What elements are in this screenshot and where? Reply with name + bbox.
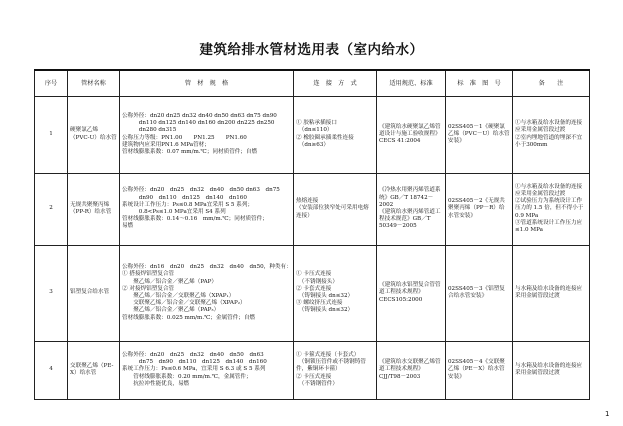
remark-cell — [513, 245, 590, 341]
standard-line: 《建筑给水硬聚氯乙烯管道设计与施工验收规程》 — [379, 123, 441, 137]
spec-line: dn280 dn315 — [122, 127, 177, 134]
connection-line: （不锈钢接头） — [296, 278, 338, 285]
remark-cell — [513, 96, 590, 173]
material-name-text: 交联聚乙烯（PE-X）给水管 — [70, 362, 114, 376]
material-name-text: 铝塑复合给水管 — [70, 289, 110, 296]
spec-cell — [120, 173, 294, 245]
standard-cell — [377, 341, 446, 399]
connection-line: ② 橡胶圈承插柔性连接 — [296, 134, 354, 141]
connection-line: （不锈钢管件） — [296, 380, 338, 387]
connection-cell — [294, 96, 377, 173]
spec-line: 抗拉冲性能优良，易燃 — [122, 380, 190, 387]
atlas-text: 02SS405－3《铝塑复合给水管安装》 — [448, 285, 505, 299]
remark-line: 与水箱及给水设备的连接应采用金属管段过渡 — [515, 285, 583, 299]
spec-line: dn90 dn110 dn125 dn140 dn160 — [122, 194, 247, 201]
spec-line: 公称外径：dn16 dn20 dn25 dn32 dn40 dn50，种类有： — [122, 264, 292, 271]
connection-line: （铸铜接头 dn≤32） — [296, 293, 354, 299]
row-index: 1 — [35, 96, 68, 173]
material-name-text: 无规共聚聚丙烯（PP-R）给水管 — [70, 201, 112, 215]
material-name-text: 硬聚氯乙烯（PVC-U）给水管 — [70, 127, 117, 141]
standard-cell — [377, 245, 446, 341]
standard-cell — [377, 96, 446, 173]
spec-line: 聚乙烯／铝合金／交联聚乙烯（XPAP₁） — [122, 293, 235, 299]
header-atlas: 标 准 图 号 — [446, 70, 513, 96]
connection-line: ① 胶粘承插接口 — [296, 120, 337, 127]
remark-line: ①与水箱及给水设备的连接应采用金属管段过渡 — [515, 120, 583, 134]
spec-line: 公称压力等级：PN1.00 PN1.25 PN1.60 — [122, 134, 247, 141]
material-name — [68, 245, 120, 341]
connection-cell — [294, 341, 377, 399]
material-name — [68, 96, 120, 173]
spec-line: 系统工作压力：Ps≤0.6 MPa，宜采用 S 6.3 或 S 5 系列 — [122, 366, 266, 373]
spec-line: 聚乙烯／铝合金／聚乙烯（PAP） — [122, 278, 217, 285]
spec-line: dn110 dn125 dn140 dn160 dn200 dn225 dn250 — [122, 120, 275, 127]
atlas-cell — [446, 245, 513, 341]
standard-cell — [377, 173, 446, 245]
connection-line: ② 卡套式连接 — [296, 285, 332, 292]
remark-line: ②室内埋地管道的埋深不宜小于300mm — [515, 134, 583, 148]
header-spec: 管 材 规 格 — [120, 70, 294, 96]
spec-line: 公称外径：dn20 dn25 dn32 dn40 dn50 dn63 — [122, 351, 264, 358]
spec-line: 管材线膨胀系数：0.025 mm/m.℃；金属管件；自燃 — [122, 314, 256, 321]
atlas-cell — [446, 96, 513, 173]
connection-line: （dn≥63） — [296, 141, 329, 148]
connection-line: （安装部位狭窄处可采用电熔连接） — [296, 205, 369, 219]
pipe-spec-table — [34, 69, 590, 400]
remark-line: ③管道系统设计工作压力应≤1.0 MPa — [515, 219, 583, 233]
row-index: 4 — [35, 341, 68, 399]
atlas-text: 02SS405－2《无规共聚聚丙烯（PP－R）给水管安装》 — [448, 198, 505, 219]
header-remark: 备 注 — [513, 70, 590, 96]
connection-line: （铸铜接头 dn≤32） — [296, 307, 354, 314]
page-number: 1 — [605, 410, 610, 418]
spec-line: 0.8<Ps≤1.0 MPa宜采用 S4 系列 — [122, 209, 226, 215]
row-index: 2 — [35, 173, 68, 245]
spec-line: 公称外径：dn20 dn25 dn32 dn40 dn50 dn63 dn75 — [122, 187, 280, 194]
table-row — [35, 245, 590, 341]
spec-line: 管材线膨胀系数：0.14～0.16 mm/m.℃；同材质管件； — [122, 216, 268, 223]
spec-cell — [120, 96, 294, 173]
table-header-row — [35, 70, 590, 96]
spec-cell — [120, 245, 294, 341]
spec-line: 管材线膨胀系数：0.20 mm/m.℃，金属管件； — [122, 373, 252, 380]
connection-line: （dn≤110） — [296, 127, 333, 134]
spec-line: 聚乙烯／铝合金／聚乙烯（PAP₃） — [122, 307, 220, 314]
connection-cell — [294, 173, 377, 245]
connection-line: 热熔连接 — [296, 198, 319, 205]
spec-line: ① 搭接焊铝塑复合管 — [122, 271, 175, 278]
standard-line: CECS105:2000 — [379, 296, 423, 303]
spec-line: dn75 dn90 dn110 dn125 dn140 dn160 — [122, 359, 267, 366]
spec-line: 系统设计工作压力：Ps≤0.8 MPa宜采用 S 5 系列； — [122, 201, 254, 208]
row-index: 3 — [35, 245, 68, 341]
table-row — [35, 96, 590, 173]
connection-line: ② 卡压式连接 — [296, 373, 332, 380]
page-title: 建筑给排水管材选用表（室内给水） — [199, 42, 424, 58]
standard-line: 《建筑给水聚丙烯管道工程技术规范》GB／T 50349－2005 — [379, 209, 441, 230]
header-material: 管材名称 — [68, 70, 120, 96]
spec-line: 管材线膨胀系数：0.07 mm/m.℃；同材质管件；自燃 — [122, 148, 258, 155]
atlas-text: 02SS405－1《硬聚氯乙烯（PVC－U）给水管安装》 — [448, 123, 510, 145]
remark-cell — [513, 341, 590, 399]
atlas-cell — [446, 341, 513, 399]
remark-line: ②试验压力为系统设计工作压力的 1.5 倍，但不得小于 0.9 MPa — [515, 198, 584, 219]
standard-line: CJJ/T98－2003 — [379, 373, 421, 380]
remark-cell — [513, 173, 590, 245]
atlas-text: 02SS405－4《交联聚乙烯（PE－X）给水管安装》 — [448, 359, 505, 380]
material-name — [68, 341, 120, 399]
spec-cell — [120, 341, 294, 399]
connection-line: ③ 螺纹挤压式连接 — [296, 300, 343, 307]
standard-line: 《冷热水用聚丙烯管道系统》GB／T 18742－2002 — [379, 187, 441, 208]
header-connection: 连 接 方 式 — [294, 70, 377, 96]
material-name — [68, 173, 120, 245]
spec-line: 建筑物内应采用PN1.6 MPa管材； — [122, 141, 210, 148]
atlas-cell — [446, 173, 513, 245]
header-standard: 适用规范、标准 — [377, 70, 446, 96]
spec-line: 交联聚乙烯／铝合金／交联聚乙烯（XPAP₂） — [122, 300, 246, 307]
connection-line: ① 卡箍式连接（卡套式） — [296, 351, 360, 358]
spec-line: ② 对接焊铝塑复合管 — [122, 285, 175, 292]
remark-line: ①与水箱及给水设备的连接应采用金属管段过渡 — [515, 183, 583, 197]
header-index: 序号 — [35, 70, 68, 96]
remark-line: 与水箱及给水设备的连接应采用金属管段过渡 — [515, 362, 583, 376]
connection-line: ① 卡压式连接 — [296, 271, 332, 278]
standard-line: 《建筑给水交联聚乙烯管道工程技术规程》 — [379, 359, 441, 373]
connection-line: （铜锁压管件或不锈钢铸管件，紫铜环卡箍） — [296, 359, 366, 373]
spec-line: 公称外径：dn20 dn25 dn32 dn40 dn50 dn63 dn75 dn90 — [122, 112, 277, 119]
standard-line: 《建筑给水铝塑复合管管道工程技术规程》 — [379, 282, 441, 296]
connection-cell — [294, 245, 377, 341]
standard-line: CECS 41:2004 — [379, 138, 421, 145]
spec-line: 易燃 — [122, 223, 134, 230]
table-row — [35, 341, 590, 399]
table-row — [35, 173, 590, 245]
